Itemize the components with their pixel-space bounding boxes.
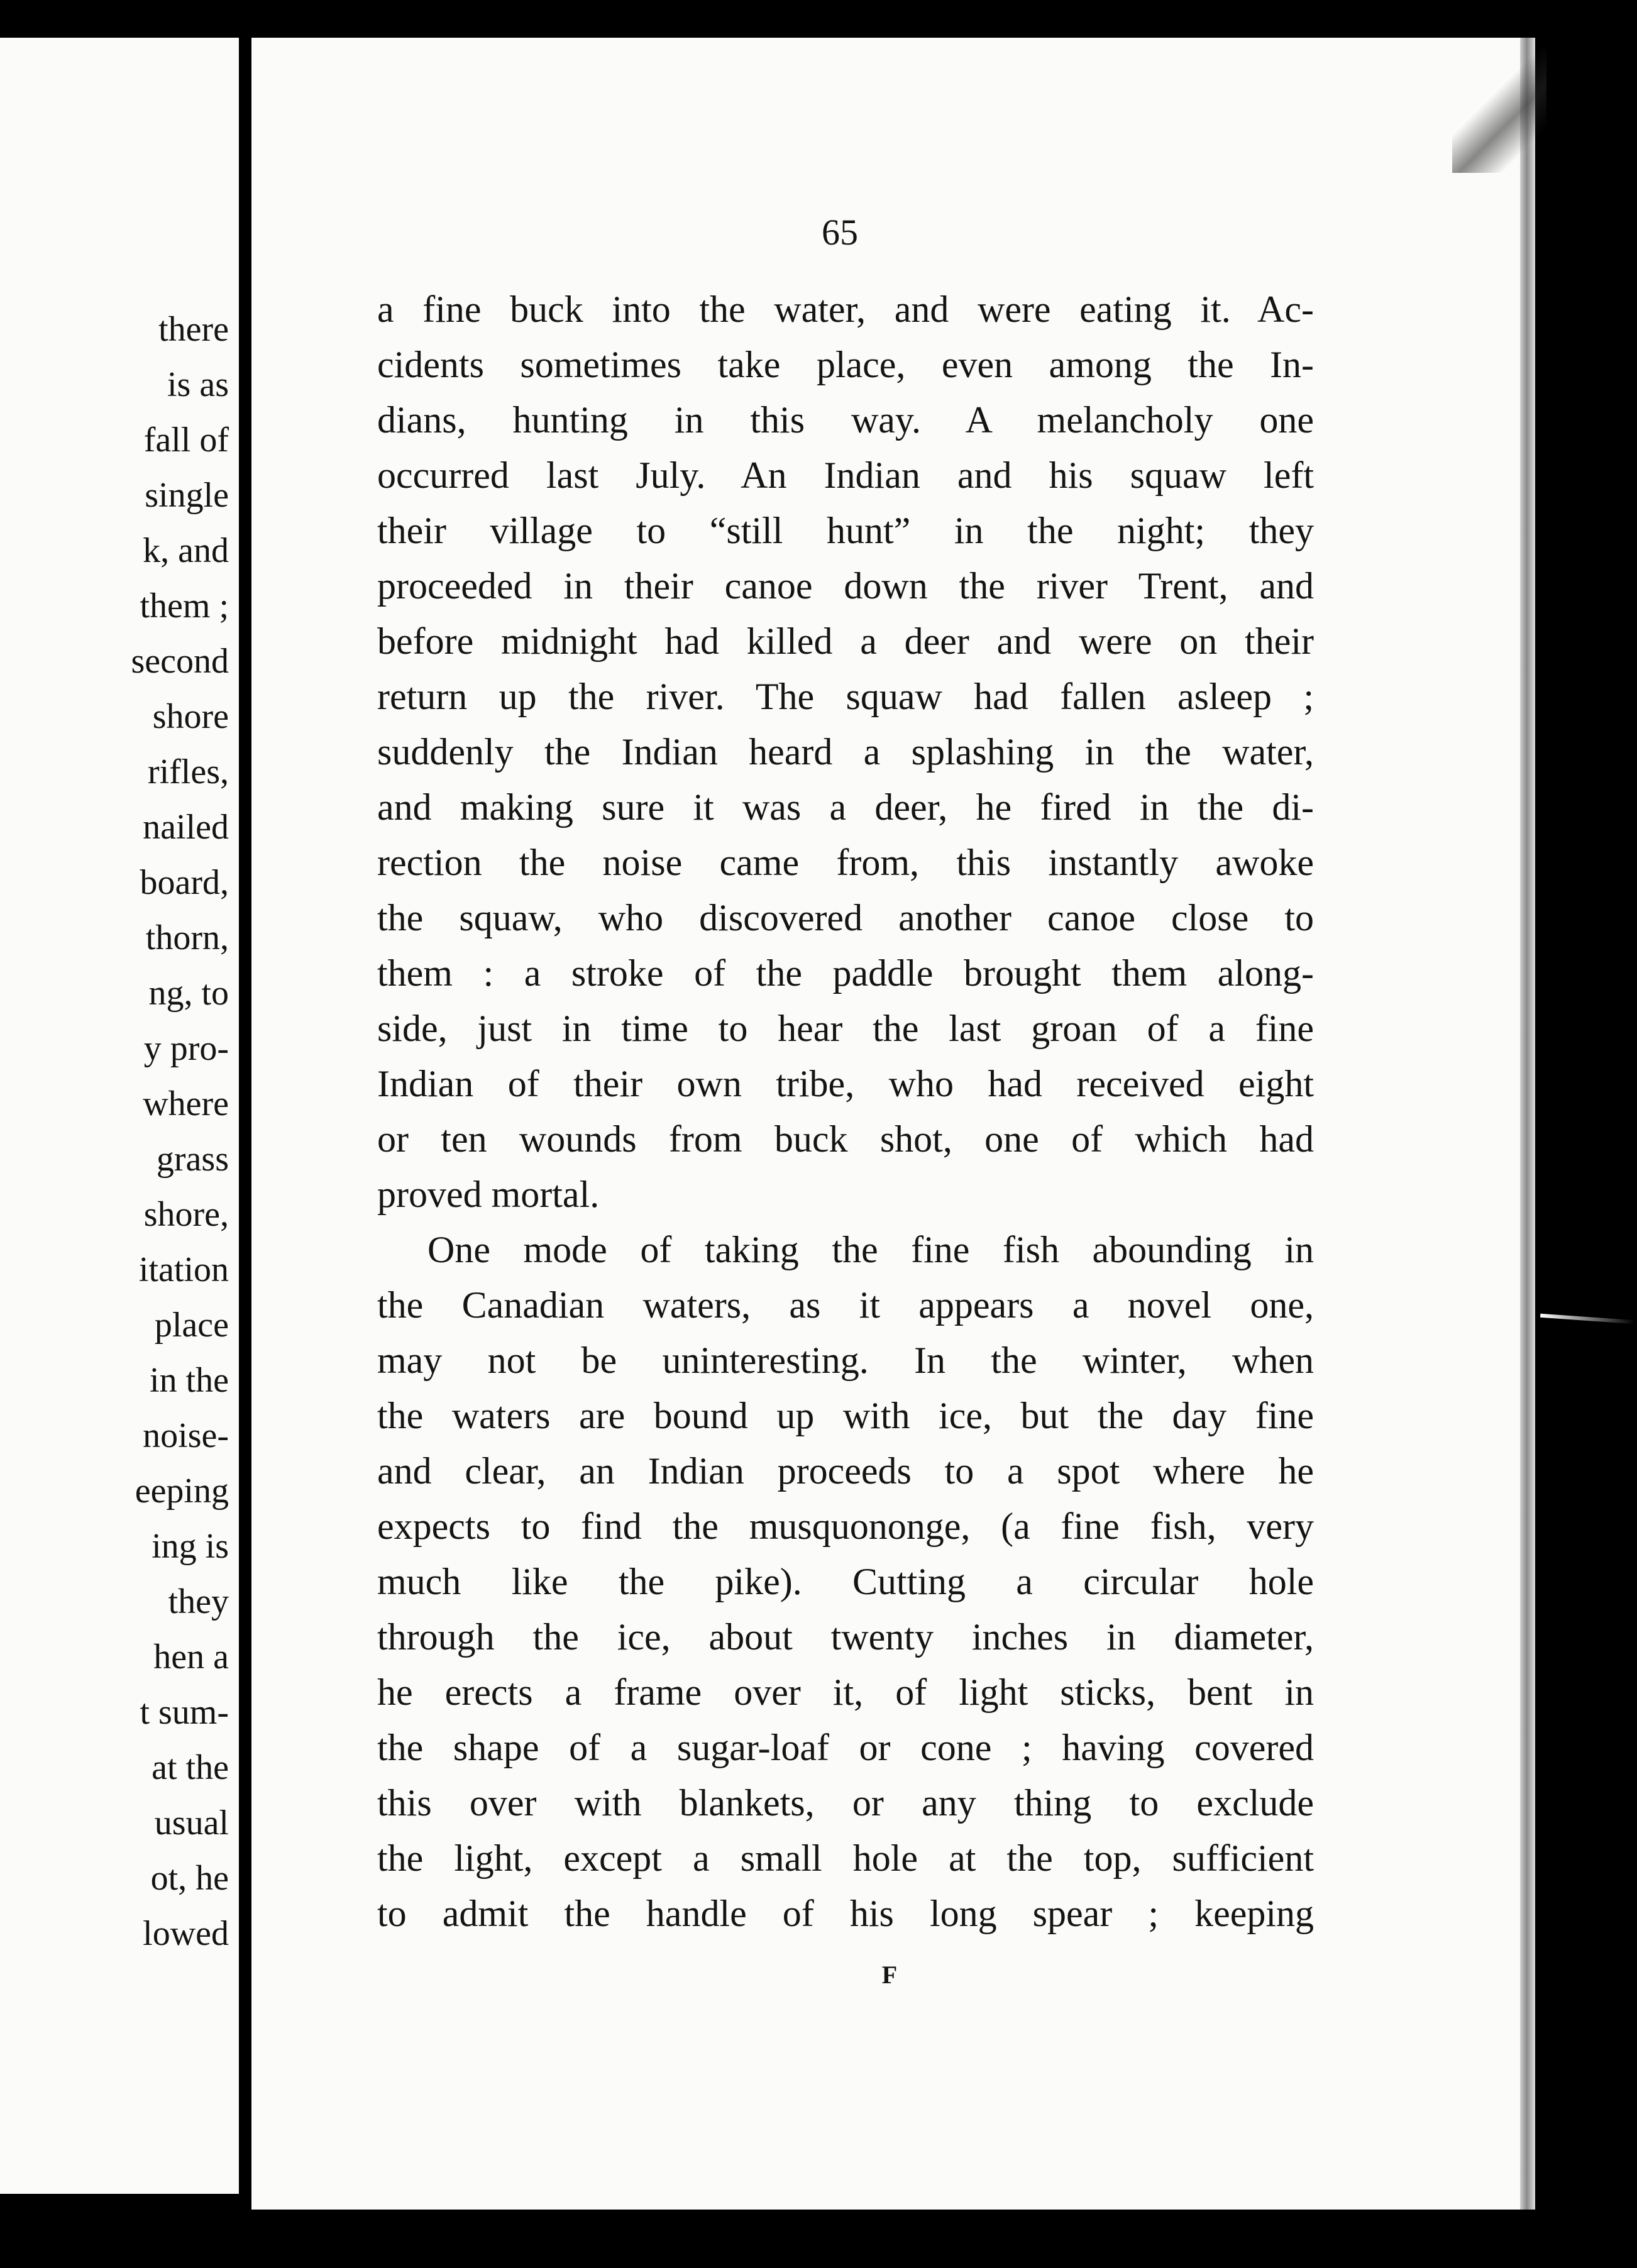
text-line: the waters are bound up with ice, but the day fine [377, 1395, 1314, 1436]
text-line: return up the river. The squaw had fallen asleep ; [377, 676, 1314, 717]
text-line: ot, he [150, 1859, 229, 1898]
text-line: in the [150, 1361, 229, 1400]
text-line: hen a [153, 1638, 229, 1676]
text-line: the light, except a small hole at the top, sufficient [377, 1837, 1314, 1879]
text-line: before midnight had killed a deer and were on their [377, 620, 1314, 662]
text-line: y pro- [143, 1029, 229, 1068]
text-line: he erects a frame over it, of light sticks, bent in [377, 1671, 1314, 1713]
text-line: them ; [140, 586, 229, 625]
text-line: at the [152, 1748, 229, 1787]
left-page [0, 38, 239, 2194]
text-line: they [168, 1582, 229, 1621]
text-line: expects to find the musquononge, (a fine fish, very [377, 1506, 1314, 1547]
text-line: side, just in time to hear the last groan of a fine [377, 1008, 1314, 1049]
text-line: second [131, 642, 229, 681]
text-line: rection the noise came from, this instantly awoke [377, 842, 1314, 883]
text-line: k, and [143, 531, 229, 570]
paragraph-first-line: One mode of taking the fine fish abounding in [427, 1229, 1314, 1270]
text-line: or ten wounds from buck shot, one of which had [377, 1118, 1314, 1160]
text-line: usual [154, 1803, 229, 1842]
text-line: is as [167, 365, 229, 404]
text-line: their village to “still hunt” in the night; they [377, 510, 1314, 551]
text-line: place [154, 1306, 229, 1345]
body-text [377, 282, 1314, 1941]
text-line: a fine buck into the water, and were eating it. Ac- [377, 289, 1314, 330]
text-line: ng, to [148, 974, 229, 1013]
page-edge [1520, 38, 1535, 2210]
text-line: occurred last July. An Indian and his squaw left [377, 454, 1314, 496]
text-line: the Canadian waters, as it appears a novel one, [377, 1284, 1314, 1326]
text-line: proved mortal. [377, 1174, 600, 1215]
text-line: this over with blankets, or any thing to exclude [377, 1782, 1314, 1824]
text-line: much like the pike). Cutting a circular hole [377, 1561, 1314, 1602]
text-line: the shape of a sugar-loaf or cone ; having covered [377, 1727, 1314, 1768]
text-line: the squaw, who discovered another canoe close to [377, 897, 1314, 939]
text-line: ing is [152, 1527, 229, 1566]
text-line: fall of [143, 421, 229, 460]
text-line: and making sure it was a deer, he fired in the di- [377, 786, 1314, 828]
text-line: cidents sometimes take place, even among the In- [377, 344, 1314, 385]
text-line: them : a stroke of the paddle brought them along- [377, 952, 1314, 994]
text-line: shore [152, 697, 229, 736]
text-line: thorn, [145, 918, 229, 957]
text-line: may not be uninteresting. In the winter, when [377, 1340, 1314, 1381]
left-page-text [3, 302, 229, 1961]
text-line: shore, [143, 1195, 229, 1234]
text-line: t sum- [140, 1693, 229, 1732]
text-line: rifles, [147, 752, 229, 791]
page-curl-shadow [1452, 47, 1546, 173]
text-line: proceeded in their canoe down the river Trent, and [377, 565, 1314, 607]
text-line: where [143, 1084, 229, 1123]
text-line: suddenly the Indian heard a splashing in the water, [377, 731, 1314, 773]
text-line: noise- [143, 1416, 229, 1455]
text-line: Indian of their own tribe, who had received eight [377, 1063, 1314, 1104]
text-line: to admit the handle of his long spear ; keeping [377, 1893, 1314, 1934]
margin-fleck [1540, 1314, 1634, 1324]
text-line: single [145, 476, 229, 515]
text-line: eeping [135, 1472, 229, 1511]
text-line: there [158, 310, 229, 349]
signature-mark: F [881, 1961, 898, 1989]
text-line: dians, hunting in this way. A melancholy one [377, 399, 1314, 441]
text-line: lowed [143, 1914, 229, 1953]
text-line: itation [138, 1250, 229, 1289]
page-number: 65 [822, 212, 858, 253]
text-line: grass [156, 1140, 229, 1179]
text-line: nailed [143, 808, 229, 847]
text-line: through the ice, about twenty inches in diameter, [377, 1616, 1314, 1658]
text-line: and clear, an Indian proceeds to a spot where he [377, 1450, 1314, 1492]
text-line: board, [140, 863, 229, 902]
